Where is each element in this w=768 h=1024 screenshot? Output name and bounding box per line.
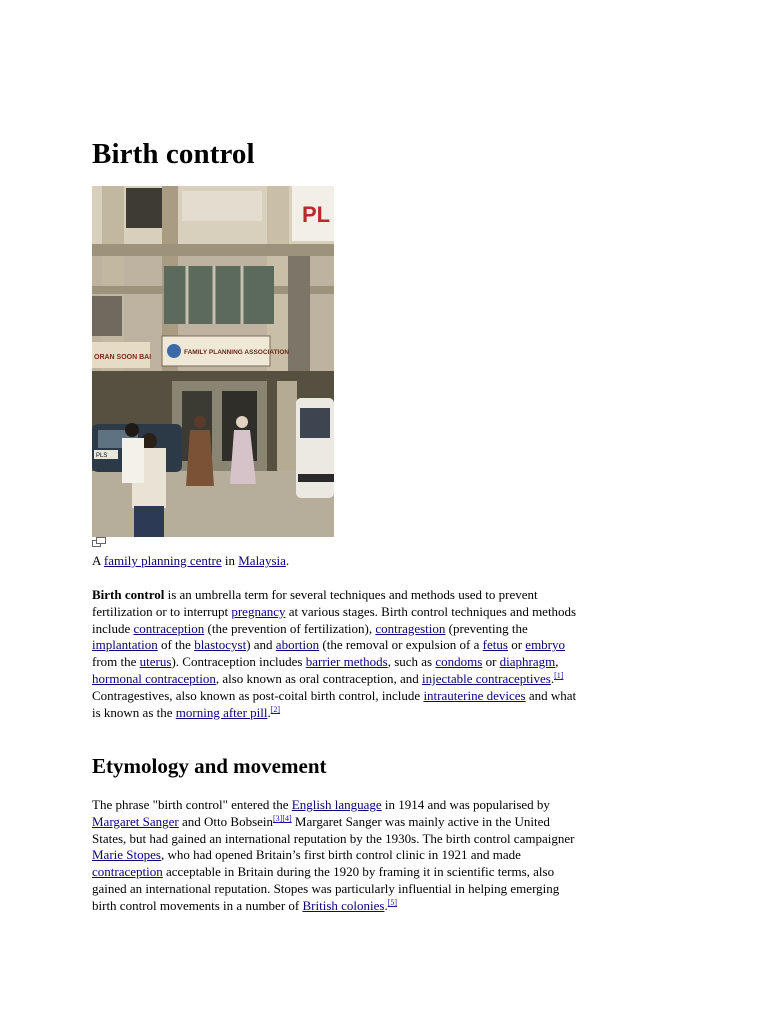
citation-link[interactable]: [5] [387, 897, 398, 907]
text: in 1914 and was popularised by [381, 797, 550, 812]
link-margaret-sanger[interactable]: Margaret Sanger [92, 813, 179, 829]
text: , also known as oral contraception, and [215, 670, 422, 686]
text: at various stages. Birth control techniques and methods [285, 603, 577, 619]
text: gained an international reputation. Stopes was particularly influential in helping emerging [92, 880, 560, 896]
text-line [92, 898, 677, 915]
text: Contragestives, also known as post-coital birth control, include [92, 687, 424, 703]
link-english-language[interactable]: English language [291, 797, 382, 812]
link-malaysia[interactable]: Malaysia [238, 553, 286, 568]
text-line [92, 831, 677, 848]
etymology-paragraph [92, 797, 677, 915]
link-fetus[interactable]: fetus [482, 637, 508, 653]
text: acceptable in Britain during the 1920 by framing it in scientific terms, also [162, 864, 555, 880]
text-line [92, 671, 677, 688]
link-implantation[interactable]: implantation [92, 637, 158, 653]
text: States, but had gained an international reputation by the 1930s. The birth control campaigner [92, 830, 575, 846]
text-line [92, 814, 677, 831]
text-line [92, 847, 677, 864]
link-hormonal-contraception[interactable]: hormonal contraception [92, 670, 216, 686]
page-title: Birth control [92, 138, 255, 170]
text: . [267, 704, 271, 720]
text: or [482, 654, 500, 670]
text-line [92, 797, 677, 814]
text: ). Contraception includes [171, 654, 306, 670]
sign-left-text: ORAN SOON BAI [94, 354, 152, 361]
text: birth control movements in a number of [92, 897, 303, 913]
enlarge-icon[interactable] [92, 537, 106, 547]
link-intrauterine-devices[interactable]: intrauterine devices [423, 687, 526, 703]
text-line [92, 621, 677, 638]
citation-link[interactable]: [3][4] [273, 813, 292, 823]
link-marie-stopes[interactable]: Marie Stopes [92, 847, 161, 863]
text: (the prevention of fertilization), [204, 620, 376, 636]
text: , such as [387, 654, 436, 670]
link-contraception[interactable]: contraception [133, 620, 205, 636]
text: , [555, 654, 559, 670]
caption-text: in [221, 553, 239, 568]
text-line [92, 587, 677, 604]
text: from the [92, 654, 140, 670]
text-line [92, 864, 677, 881]
intro-paragraph [92, 587, 677, 721]
citation-link[interactable]: [1] [554, 670, 564, 680]
text: The phrase "birth control" entered the [92, 797, 292, 812]
sign-main-text: FAMILY PLANNING ASSOCIATION [184, 349, 290, 356]
text: and what [525, 687, 577, 703]
text: (the removal or expulsion of a [319, 637, 483, 653]
link-abortion[interactable]: abortion [275, 637, 320, 653]
text-line [92, 705, 677, 722]
section-heading: Etymology and movement [92, 754, 327, 778]
citation-link[interactable]: [2] [270, 704, 281, 714]
text: , who had opened Britain’s first birth control clinic in 1921 and made [160, 847, 521, 863]
text: . [550, 670, 555, 686]
text-line [92, 881, 677, 898]
text: fertilization or to interrupt [92, 603, 232, 619]
text-line [92, 688, 677, 705]
text: and Otto Bobsein [178, 813, 274, 829]
text: (preventing the [445, 620, 528, 636]
text-line [92, 604, 677, 621]
link-uterus[interactable]: uterus [139, 654, 172, 670]
link-barrier-methods[interactable]: barrier methods [305, 654, 388, 670]
link-diaphragm[interactable]: diaphragm [499, 654, 556, 670]
image-caption [92, 553, 289, 569]
link-condoms[interactable]: condoms [435, 654, 483, 670]
link-british-colonies[interactable]: British colonies [302, 897, 385, 913]
text: of the [157, 637, 195, 653]
plate-text: PLS [96, 453, 108, 459]
article-photo[interactable] [92, 186, 334, 537]
link-contragestion[interactable]: contragestion [375, 620, 446, 636]
link-contraception-2[interactable]: contraception [92, 864, 163, 880]
link-morning-after-pill[interactable]: morning after pill [175, 704, 268, 720]
link-embryo[interactable]: embryo [525, 637, 566, 653]
text: or [507, 637, 526, 653]
link-pregnancy[interactable]: pregnancy [231, 603, 286, 619]
link-family-planning-centre[interactable]: family planning centre [103, 553, 222, 568]
text: is an umbrella term for several techniques and methods used to prevent [164, 587, 538, 602]
text: is known as the [92, 704, 176, 720]
text: . [384, 897, 388, 913]
text: Margaret Sanger was mainly active in the United [291, 813, 550, 829]
text: include [92, 620, 134, 636]
caption-text: . [285, 553, 290, 568]
link-blastocyst[interactable]: blastocyst [194, 637, 247, 653]
text-line [92, 654, 677, 671]
text-line [92, 637, 677, 654]
caption-text: A [92, 553, 104, 568]
link-injectable-contraceptives[interactable]: injectable contraceptives [421, 670, 551, 686]
text: ) and [246, 637, 276, 653]
sign-corner-text: PL [302, 202, 331, 227]
bold-term: Birth control [92, 587, 165, 602]
